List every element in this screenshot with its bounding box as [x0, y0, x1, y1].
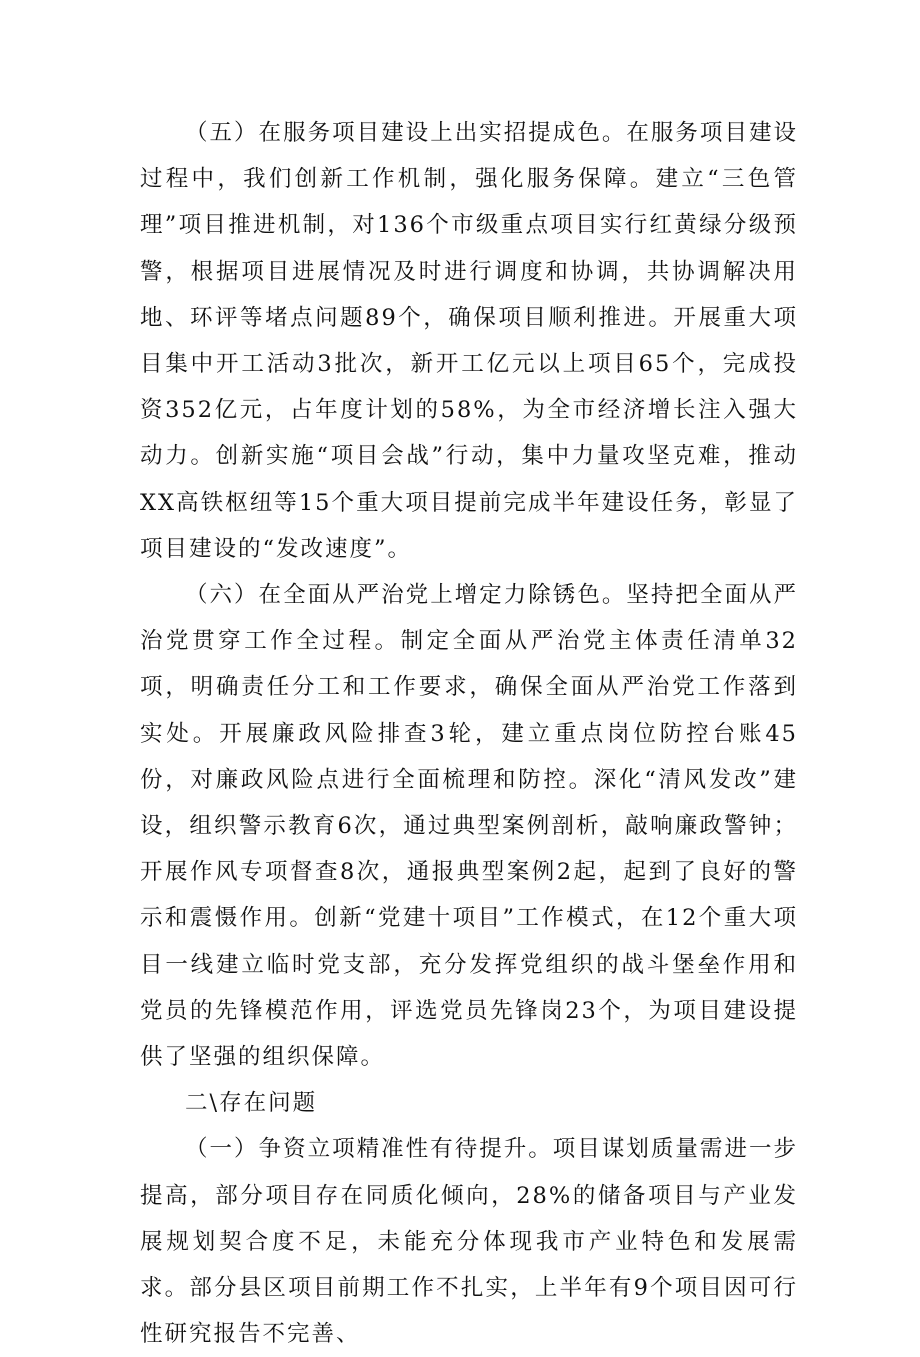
document-body [140, 110, 798, 1357]
paragraph-section-6: （六）在全面从严治党上增定力除锈色。坚持把全面从严治党贯穿工作全过程。制定全面从严治党主体责任清单32项，明确责任分工和工作要求，确保全面从严治党工作落到实处。开展廉政风险排查3轮，建立重点岗位防控台账45份，对廉政风险点进行全面梳理和防控。深化“清风发改”建设，组织警示教育6次，通过典型案例剖析，敲响廉政警钟；开展作风专项督查8次，通报典型案例2起，起到了良好的警示和震慑作用。创新“党建十项目”工作模式，在12个重大项目一线建立临时党支部，充分发挥党组织的战斗堡垒作用和党员的先锋模范作用，评选党员先锋岗23个，为项目建设提供了坚强的组织保障。 [140, 582, 798, 1071]
heading-problems: 二\存在问题 [185, 1090, 318, 1117]
paragraph-section-5: （五）在服务项目建设上出实招提成色。在服务项目建设过程中，我们创新工作机制，强化服务保障。建立“三色管理”项目推进机制，对136个市级重点项目实行红黄绿分级预警，根据项目进展情况及时进行调度和协调，共协调解决用地、环评等堵点问题89个，确保项目顺利推进。开展重大项目集中开工活动3批次，新开工亿元以上项目65个，完成投资352亿元，占年度计划的58%，为全市经济增长注入强大动力。创新实施“项目会战”行动，集中力量攻坚克难，推动XX高铁枢纽等15个重大项目提前完成半年建设任务，彰显了项目建设的“发改速度”。 [140, 120, 798, 562]
paragraph-problem-1: （一）争资立项精准性有待提升。项目谋划质量需进一步提高，部分项目存在同质化倾向，28%的储备项目与产业发展规划契合度不足，未能充分体现我市产业特色和发展需求。部分县区项目前期工作不扎实，上半年有9个项目因可行性研究报告不完善、 [140, 1136, 798, 1348]
